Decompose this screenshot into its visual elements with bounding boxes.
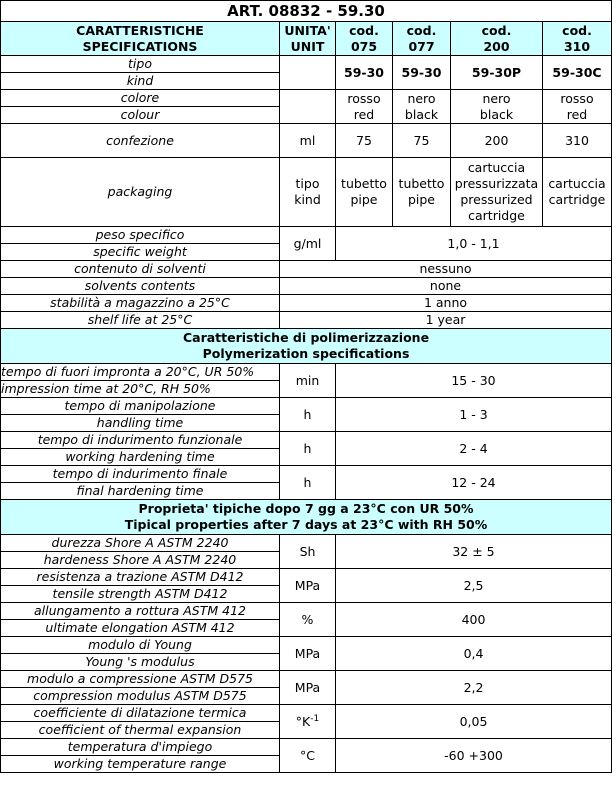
colour-075: rosso red [336,90,393,124]
confezione-310: 310 [543,124,612,158]
row-young-modulus-label: modulo di Young Young 's modulus [1,637,280,671]
confezione-200: 200 [451,124,543,158]
row-elongation-unit: % [280,603,336,637]
packaging-077: tubetto pipe [393,158,451,227]
working-hardening-value: 2 - 4 [336,432,612,466]
solvents-value: nessuno none [280,261,612,295]
kind-310: 59-30C [543,56,612,90]
packaging-310: cartuccia cartridge [543,158,612,227]
row-compression-modulus-unit: MPa [280,671,336,705]
row-confezione-label: confezione [1,124,280,158]
row-colour-unit [280,90,336,124]
row-kind-unit [280,56,336,90]
working-temperature-value: -60 +300 [336,739,612,773]
row-hardness-unit: Sh [280,535,336,569]
row-working-temperature-label: temperatura d'impiego working temperature range [1,739,280,773]
section-polymerization: Caratteristiche di polimerizzazione Polymerization specifications [1,329,612,364]
packaging-200: cartuccia pressurizzata pressurized cartridge [451,158,543,227]
section-typical-properties: Proprieta' tipiche dopo 7 gg a 23°C con UR 50% Tipical properties after 7 days at 23°C with RH 50% [1,500,612,535]
colour-200: nero black [451,90,543,124]
weight-value: 1,0 - 1,1 [336,227,612,261]
row-tensile-strength-unit: MPa [280,569,336,603]
colour-077: nero black [393,90,451,124]
row-young-modulus-unit: MPa [280,637,336,671]
row-working-hardening-unit: h [280,432,336,466]
row-kind-label: tipo kind [1,56,280,90]
elongation-value: 400 [336,603,612,637]
final-hardening-value: 12 - 24 [336,466,612,500]
kind-077: 59-30 [393,56,451,90]
row-working-temperature-unit: °C [280,739,336,773]
compression-modulus-value: 2,2 [336,671,612,705]
header-code-310: cod. 310 [543,22,612,56]
kind-200: 59-30P [451,56,543,90]
row-shelf-life-label: stabilità a magazzino a 25°C shelf life at 25°C [1,295,280,329]
impression-time-value: 15 - 30 [336,364,612,398]
row-packaging-unit: tipo kind [280,158,336,227]
row-weight-unit: g/ml [280,227,336,261]
row-handling-time-unit: h [280,398,336,432]
header-code-077: cod. 077 [393,22,451,56]
row-hardness-label: durezza Shore A ASTM 2240 hardeness Shore A ASTM 2240 [1,535,280,569]
header-unit: UNITA' UNIT [280,22,336,56]
row-thermal-expansion-label: coefficiente di dilatazione termica coefficient of thermal expansion [1,705,280,739]
row-solvents-label: contenuto di solventi solvents contents [1,261,280,295]
shelf-life-value: 1 anno 1 year [280,295,612,329]
header-code-200: cod. 200 [451,22,543,56]
row-working-hardening-label: tempo di indurimento funzionale working hardening time [1,432,280,466]
row-weight-label: peso specifico specific weight [1,227,280,261]
header-characteristics: CARATTERISTICHE SPECIFICATIONS [1,22,280,56]
row-confezione-unit: ml [280,124,336,158]
row-final-hardening-unit: h [280,466,336,500]
tensile-strength-value: 2,5 [336,569,612,603]
confezione-075: 75 [336,124,393,158]
confezione-077: 75 [393,124,451,158]
article-title: ART. 08832 - 59.30 [1,1,612,22]
handling-time-value: 1 - 3 [336,398,612,432]
header-code-075: cod. 075 [336,22,393,56]
row-packaging-label: packaging [1,158,280,227]
colour-310: rosso red [543,90,612,124]
row-impression-time-label: tempo di fuori impronta a 20°C, UR 50% impression time at 20°C, RH 50% [1,364,280,398]
young-modulus-value: 0,4 [336,637,612,671]
row-impression-time-unit: min [280,364,336,398]
kind-075: 59-30 [336,56,393,90]
thermal-expansion-value: 0,05 [336,705,612,739]
hardness-value: 32 ± 5 [336,535,612,569]
row-thermal-expansion-unit: $^\circ K^{-1}$ [280,705,336,739]
packaging-075: tubetto pipe [336,158,393,227]
row-final-hardening-label: tempo di indurimento finale final hardening time [1,466,280,500]
row-elongation-label: allungamento a rottura ASTM 412 ultimate elongation ASTM 412 [1,603,280,637]
row-colour-label: colore colour [1,90,280,124]
row-handling-time-label: tempo di manipolazione handling time [1,398,280,432]
row-tensile-strength-label: resistenza a trazione ASTM D412 tensile strength ASTM D412 [1,569,280,603]
row-compression-modulus-label: modulo a compressione ASTM D575 compression modulus ASTM D575 [1,671,280,705]
